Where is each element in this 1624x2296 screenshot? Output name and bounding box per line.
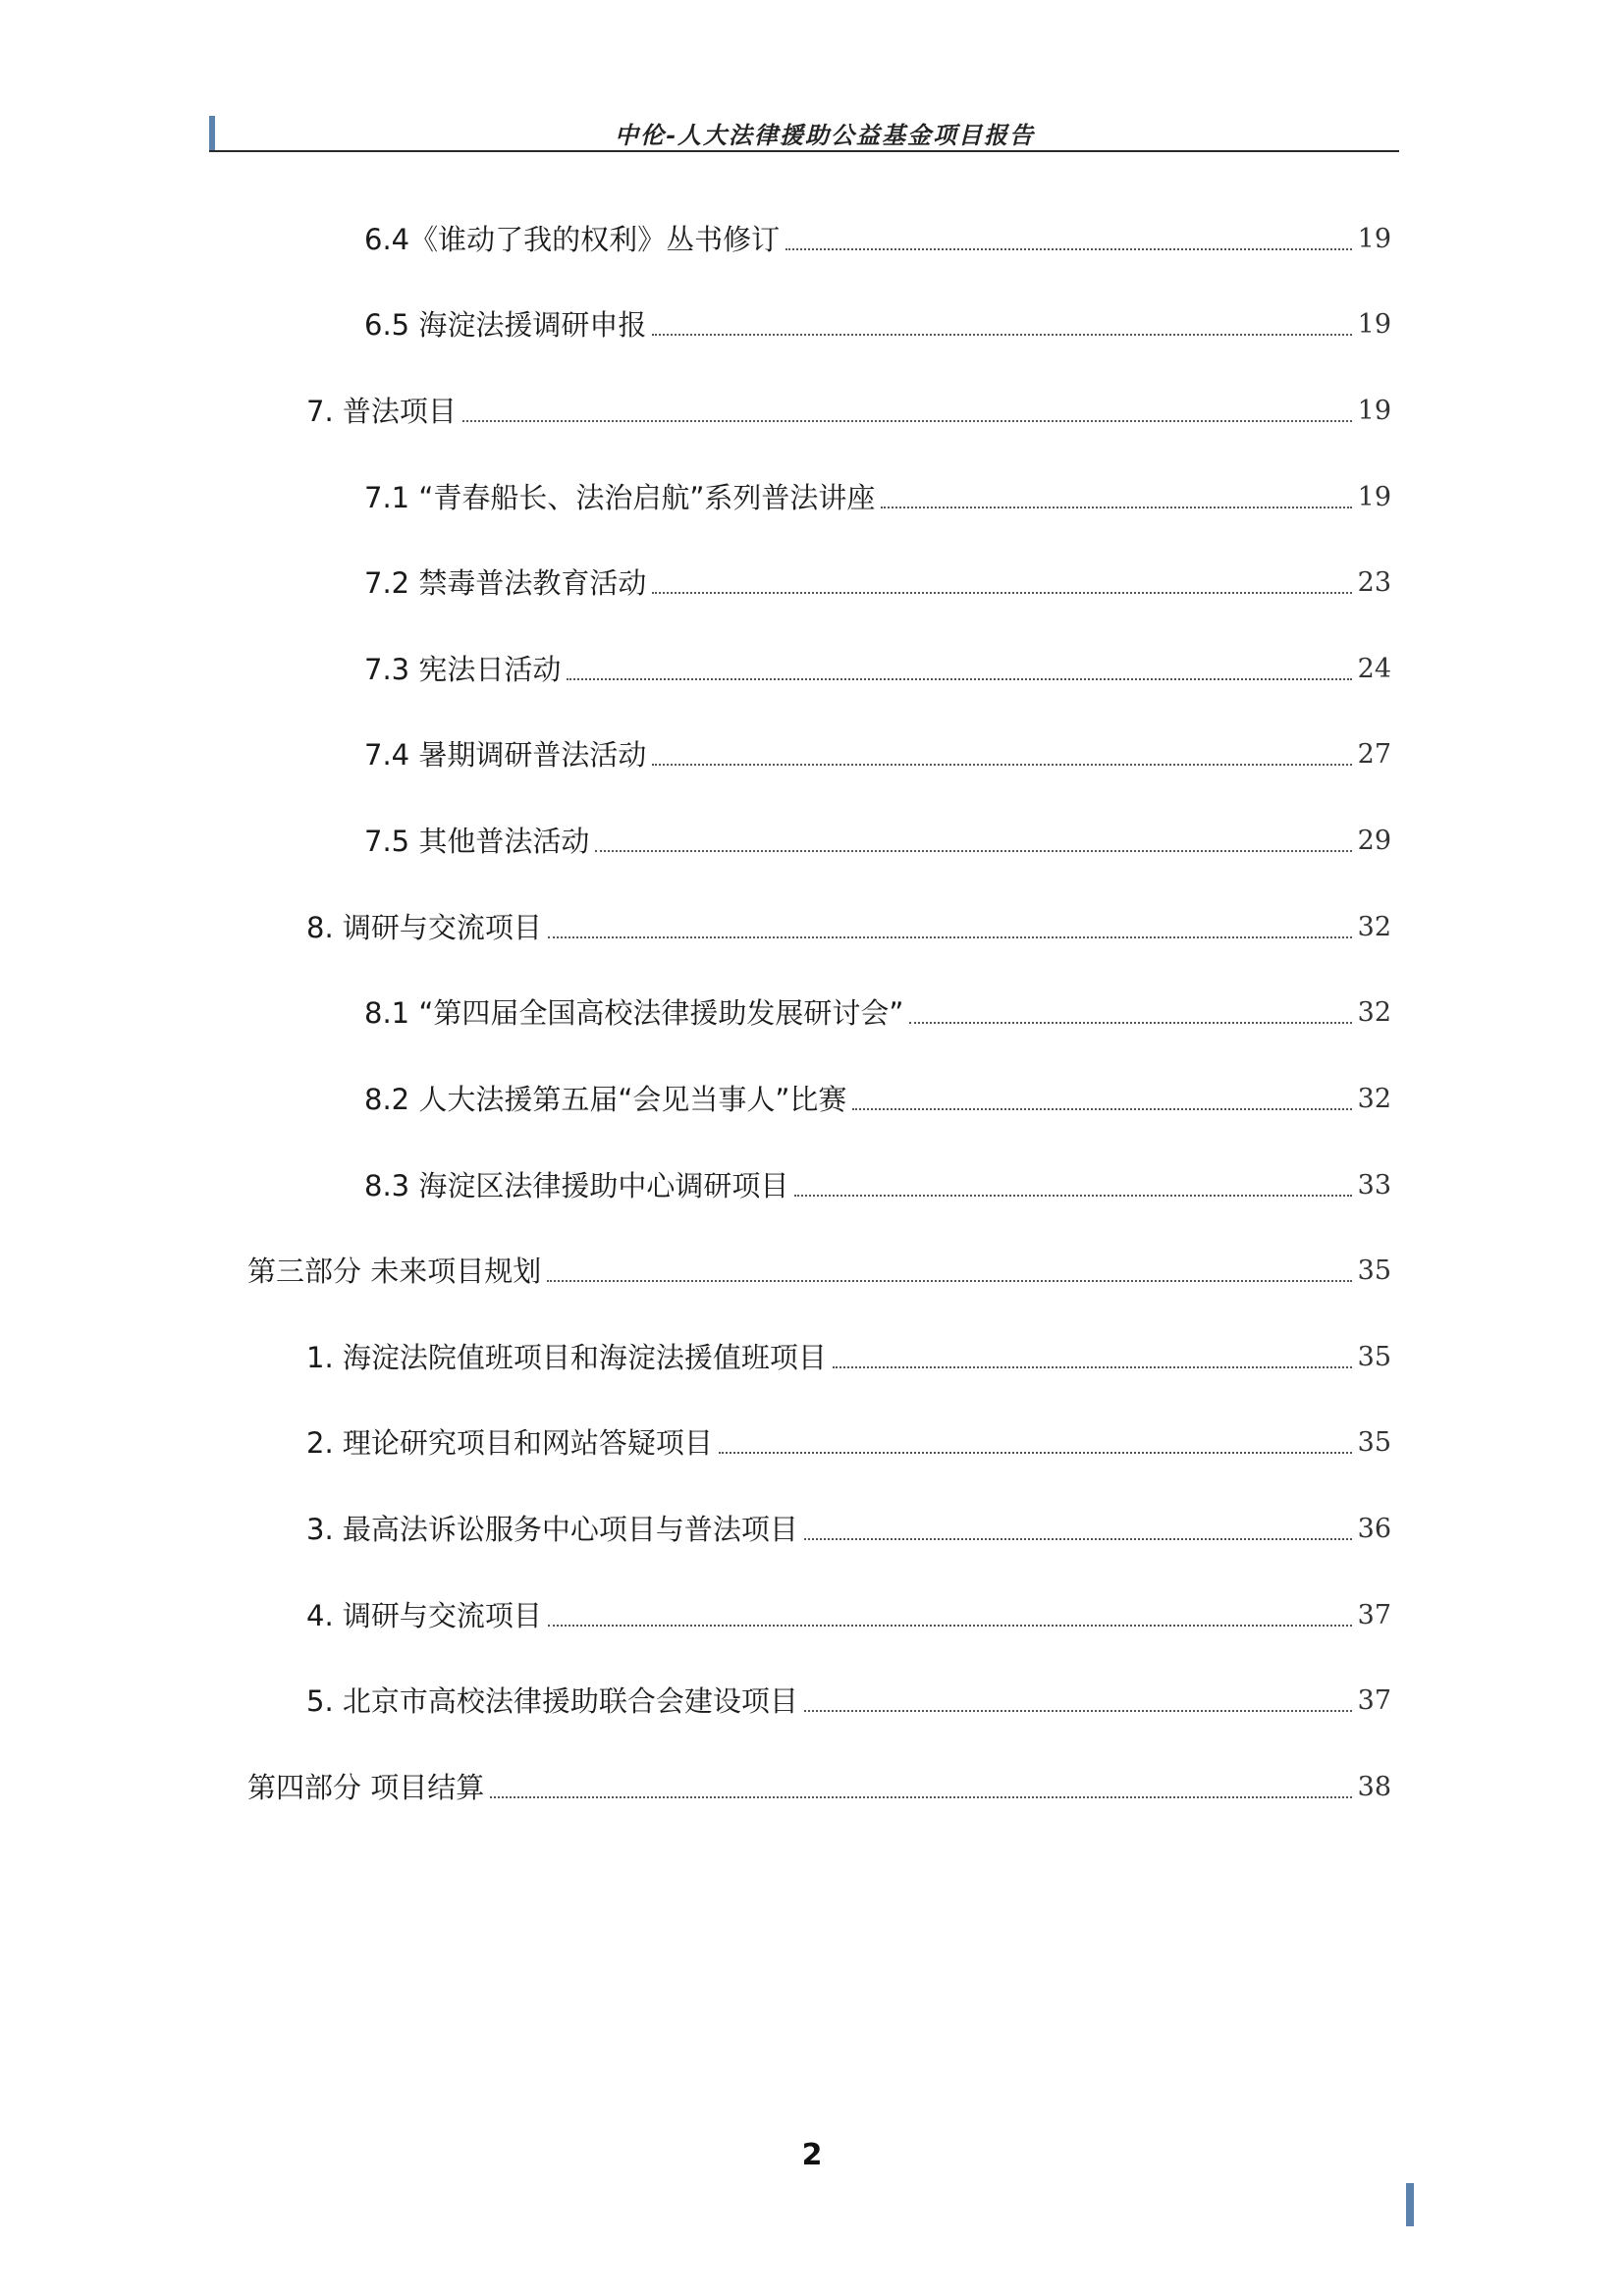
toc-entry-label: 7.3 宪法日活动 [364, 653, 562, 686]
toc-dot-leader [833, 1366, 1352, 1368]
toc-entry-label: 2. 理论研究项目和网站答疑项目 [306, 1426, 713, 1460]
toc-entry-page: 19 [1357, 224, 1391, 254]
toc-entry-page: 37 [1357, 1685, 1391, 1716]
toc-entry[interactable] [247, 1766, 1391, 1809]
toc-entry[interactable] [364, 733, 1391, 776]
toc-entry-label: 6.5 海淀法援调研申报 [364, 308, 647, 342]
toc-entry[interactable] [306, 1680, 1391, 1723]
toc-entry-page: 37 [1357, 1600, 1391, 1630]
toc-entry-label: 第三部分 未来项目规划 [247, 1255, 542, 1288]
toc-entry[interactable] [306, 1336, 1391, 1379]
toc-entry-page: 24 [1357, 654, 1391, 684]
toc-entry-label: 7.2 禁毒普法教育活动 [364, 566, 647, 600]
toc-entry-page: 32 [1357, 1084, 1391, 1114]
toc-entry-page: 38 [1357, 1772, 1391, 1802]
toc-dot-leader [548, 1625, 1352, 1627]
toc-dot-leader [719, 1452, 1352, 1454]
toc-dot-leader [881, 507, 1351, 508]
toc-entry[interactable] [364, 476, 1391, 519]
toc-entry-label: 8.3 海淀区法律援助中心调研项目 [364, 1169, 789, 1202]
toc-entry-label: 7.5 其他普法活动 [364, 825, 590, 858]
toc-entry[interactable] [306, 390, 1391, 433]
toc-entry-label: 8. 调研与交流项目 [306, 911, 542, 944]
toc-entry[interactable] [306, 1421, 1391, 1465]
toc-entry-label: 8.1 “第四届全国高校法律援助发展研讨会” [364, 996, 904, 1030]
toc-entry[interactable] [306, 906, 1391, 949]
toc-entry-label: 7. 普法项目 [306, 395, 457, 428]
toc-dot-leader [595, 850, 1351, 852]
toc-entry[interactable] [364, 218, 1391, 261]
toc-entry-page: 33 [1357, 1170, 1391, 1201]
toc-entry-label: 4. 调研与交流项目 [306, 1599, 542, 1632]
toc-dot-leader [567, 678, 1351, 680]
toc-dot-leader [462, 420, 1352, 422]
toc-dot-leader [909, 1022, 1351, 1024]
toc-entry[interactable] [306, 1508, 1391, 1551]
toc-dot-leader [804, 1538, 1352, 1540]
toc-entry-page: 35 [1357, 1342, 1391, 1372]
toc-entry[interactable] [364, 561, 1391, 605]
header-title: 中伦-人大法律援助公益基金项目报告 [615, 121, 1035, 149]
toc-entry-page: 29 [1357, 826, 1391, 856]
toc-entry-label: 1. 海淀法院值班项目和海淀法援值班项目 [306, 1341, 827, 1374]
toc-dot-leader [548, 936, 1352, 938]
toc-entry[interactable] [364, 991, 1391, 1035]
toc-entry[interactable] [364, 820, 1391, 863]
toc-entry-page: 32 [1357, 912, 1391, 942]
toc-entry-label: 第四部分 项目结算 [247, 1771, 485, 1804]
toc-dot-leader [652, 334, 1351, 336]
toc-dot-leader [652, 764, 1351, 766]
page-number: 2 [801, 2138, 823, 2172]
toc-entry[interactable] [364, 1078, 1391, 1121]
toc-entry-label: 5. 北京市高校法律援助联合会建设项目 [306, 1684, 798, 1718]
toc-entry-label: 6.4《谁动了我的权利》丛书修订 [364, 223, 781, 256]
toc-entry-page: 19 [1357, 309, 1391, 340]
toc-entry-page: 27 [1357, 739, 1391, 770]
toc-dot-leader [490, 1796, 1351, 1798]
toc-dot-leader [852, 1108, 1351, 1110]
toc-entry-page: 19 [1357, 482, 1391, 512]
toc-entry-page: 32 [1357, 997, 1391, 1028]
toc-dot-leader [794, 1195, 1351, 1197]
toc-entry-label: 3. 最高法诉讼服务中心项目与普法项目 [306, 1513, 798, 1546]
toc-entry-page: 19 [1357, 396, 1391, 426]
toc-entry-label: 7.1 “青春船长、法治启航”系列普法讲座 [364, 481, 876, 514]
toc-entry-label: 8.2 人大法援第五届“会见当事人”比赛 [364, 1083, 847, 1116]
toc-entry-page: 35 [1357, 1255, 1391, 1286]
toc-entry-page: 23 [1357, 567, 1391, 598]
toc-entry[interactable] [364, 648, 1391, 691]
toc-entry-label: 7.4 暑期调研普法活动 [364, 738, 647, 772]
toc-dot-leader [652, 592, 1351, 594]
toc-dot-leader [547, 1280, 1351, 1282]
toc-entry-page: 35 [1357, 1427, 1391, 1458]
toc-entry-page: 36 [1357, 1514, 1391, 1544]
toc-dot-leader [785, 248, 1352, 250]
toc-entry[interactable] [364, 1164, 1391, 1207]
footer-accent-bar [1406, 2183, 1414, 2226]
toc-entry[interactable] [306, 1594, 1391, 1637]
toc-entry[interactable] [247, 1250, 1391, 1293]
toc-dot-leader [804, 1710, 1352, 1712]
toc-entry[interactable] [364, 303, 1391, 347]
